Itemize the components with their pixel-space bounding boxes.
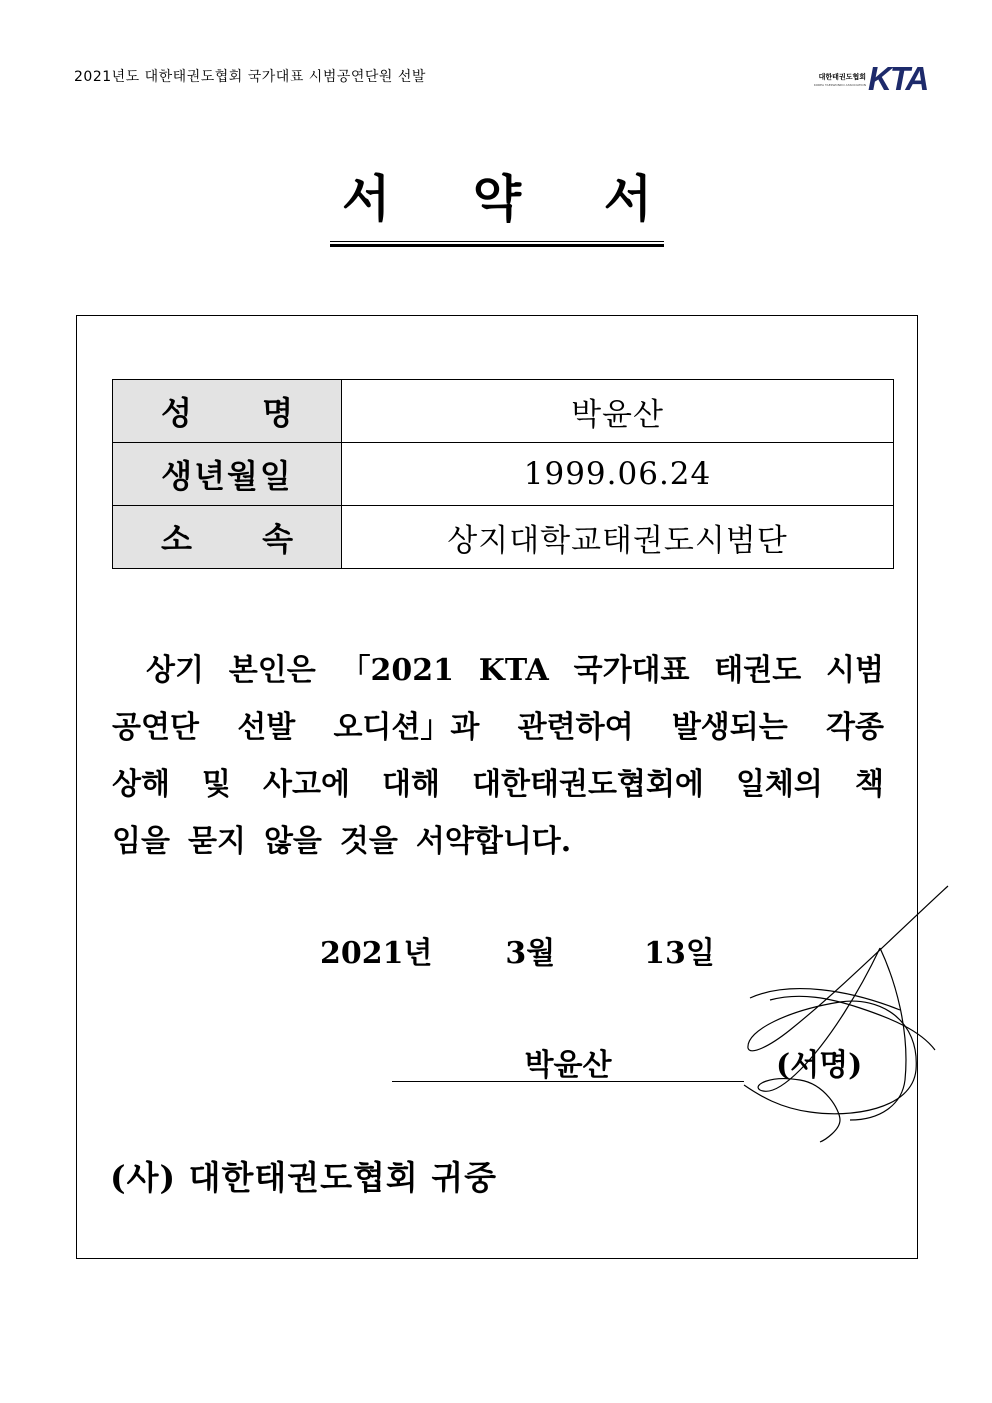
name-label-char: 성 (161, 394, 192, 432)
statement-word: 일체의 (735, 767, 823, 802)
statement-word: 묻지 (187, 824, 246, 859)
handwritten-signature (730, 880, 960, 1150)
affiliation-label (113, 506, 342, 569)
signer-name: 박윤산 (524, 1048, 612, 1083)
pledge-statement (112, 642, 884, 870)
statement-word: 및 (202, 767, 231, 802)
statement-word: 관련하여 (517, 710, 634, 745)
table-row-name (113, 380, 894, 443)
statement-word: 「2021 (340, 653, 454, 688)
date-day: 13일 (644, 936, 715, 971)
statement-word: 상기 (146, 653, 204, 688)
title-char: 약 (472, 169, 522, 228)
logo-org-name: 대한태권도협회 (818, 73, 866, 81)
statement-line (112, 699, 884, 756)
affiliation-label-char: 속 (262, 520, 293, 558)
signature-stroke (850, 948, 906, 1120)
statement-word: 책 (854, 767, 884, 802)
statement-word: 공연단 (112, 710, 199, 745)
document-title (330, 160, 664, 230)
statement-word: 오디션」과 (333, 710, 480, 745)
statement-word: KTA (478, 653, 549, 688)
name-label (113, 380, 342, 443)
title-underline (330, 241, 664, 247)
info-table (112, 379, 894, 569)
title-char: 서 (342, 169, 391, 228)
statement-word: 임을 (112, 824, 170, 859)
statement-line (112, 813, 884, 870)
statement-word: 사고에 (263, 767, 350, 802)
name-label-char: 명 (262, 394, 293, 432)
statement-word: 시범 (826, 653, 884, 688)
statement-word: 대해 (382, 767, 441, 802)
birth-label (113, 443, 342, 506)
affiliation-value: 상지대학교태권도시범단 (342, 506, 894, 569)
statement-line (112, 642, 884, 699)
name-value: 박윤산 (342, 380, 894, 443)
statement-word: 발생되는 (671, 710, 788, 745)
title-char: 서 (603, 169, 652, 228)
statement-word: 국가대표 (573, 653, 690, 688)
table-row-birth (113, 443, 894, 506)
signature-line (392, 1081, 744, 1082)
statement-word: 서약합니다. (415, 824, 572, 859)
birth-label-text: 생년월일 (161, 457, 293, 495)
addressee: (사) 대한태권도협회 귀중 (110, 1158, 497, 1197)
logo-org-english: KOREA TAEKWONDO ASSOCIATION (813, 83, 866, 87)
statement-word: 것을 (339, 824, 398, 859)
statement-word: 대한태권도협회에 (472, 767, 704, 802)
signing-date (320, 928, 715, 972)
logo-mark: KTA (868, 60, 928, 97)
statement-word: 각종 (826, 710, 884, 745)
statement-line (112, 756, 884, 813)
statement-word: 본인은 (228, 653, 316, 688)
signature-label: (서명) (776, 1048, 863, 1083)
date-year: 2021년 (320, 936, 433, 971)
affiliation-label-char: 소 (161, 520, 192, 558)
signature-stroke (770, 996, 935, 1050)
statement-word: 않을 (263, 824, 322, 859)
document-header: 2021년도 대한태권도협회 국가대표 시범공연단원 선발 (74, 69, 426, 85)
date-month: 3월 (505, 936, 556, 971)
birth-value: 1999.06.24 (342, 443, 894, 506)
statement-word: 상해 (112, 767, 170, 802)
statement-word: 선발 (237, 710, 296, 745)
table-row-affiliation (113, 506, 894, 569)
statement-word: 태권도 (714, 653, 802, 688)
kta-logo (808, 60, 928, 100)
